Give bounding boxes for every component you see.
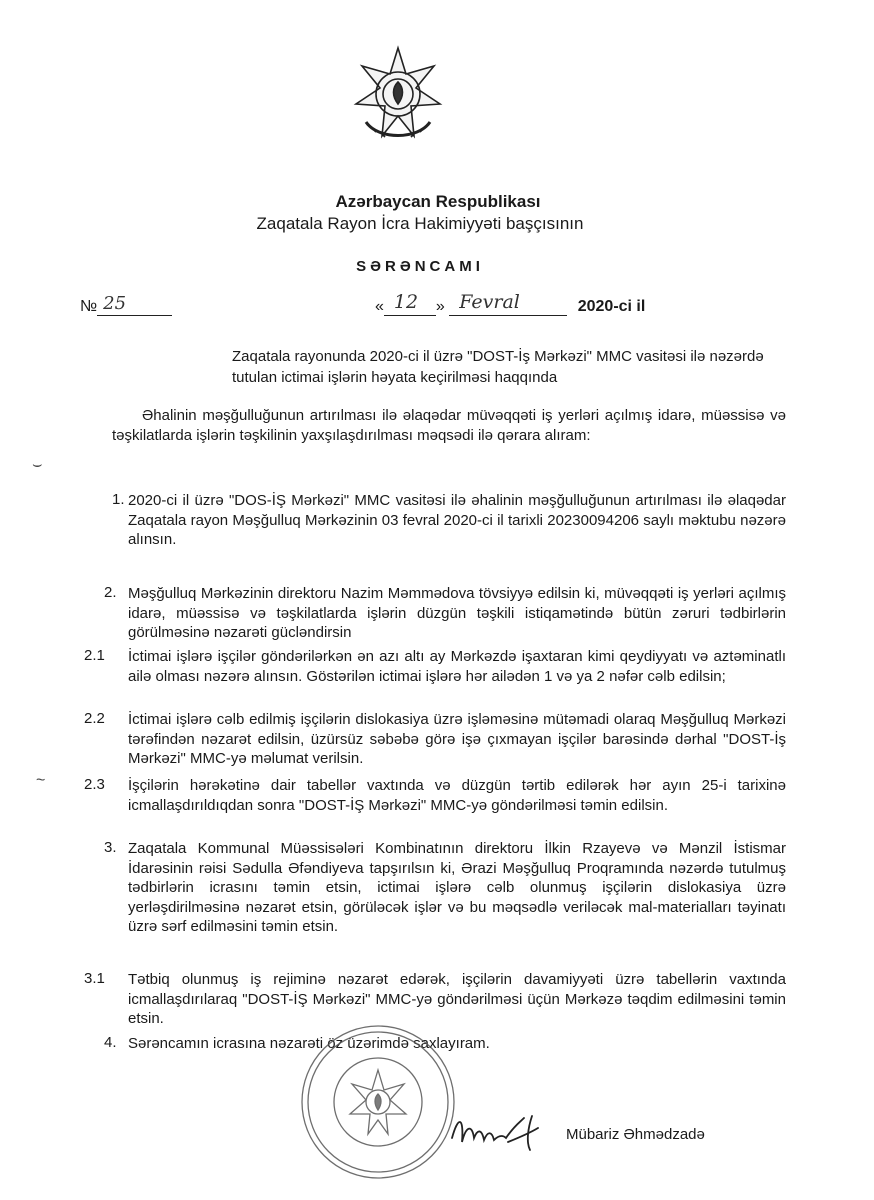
intro-paragraph: Əhalinin məşğulluğunun artırılması ilə əlaqədar müvəqqəti iş yerləri açılmış idarə, müəssisə və təşkilatlarda işlərin təşkilinin yaxşılaşdırılması məqsədi ilə qərara alıram:	[112, 407, 786, 444]
header-authority: Zaqatala Rayon İcra Hakimiyyəti başçısının	[256, 214, 584, 233]
document-title: SƏRƏNCAMI	[356, 258, 484, 275]
order-date	[375, 291, 646, 316]
number-value: 25	[103, 293, 127, 314]
header-republic: Azərbaycan Respublikası	[335, 192, 541, 211]
signatory-name: Mübariz Əhmədzadə	[566, 1126, 705, 1143]
official-stamp-icon	[298, 1022, 458, 1182]
item-marker: 2.2	[84, 710, 105, 727]
item-marker: 1.	[112, 491, 125, 508]
margin-mark: ⌣	[32, 456, 43, 473]
signature-icon	[448, 1108, 556, 1154]
date-month: Fevral	[459, 291, 520, 313]
date-day: 12	[393, 291, 419, 313]
state-emblem-icon	[348, 44, 448, 148]
item-marker: 2.3	[84, 776, 105, 793]
item-marker: 3.	[104, 839, 117, 856]
margin-mark: ~	[36, 772, 46, 789]
list-item: Sərəncamın icrasına nəzarəti öz üzərimdə saxlayıram.	[128, 1035, 490, 1052]
item-marker: 2.	[104, 584, 117, 601]
list-item: İşçilərin hərəkətinə dair tabellər vaxtında və düzgün tərtib edilərək hər ayın 25-i tarixinə icmallaşdırıldıqdan sonra "DOST-İŞ Mərkəzi" MMC-yə göndərilməsi təmin edilsin.	[128, 777, 786, 814]
list-item: İctimai işlərə cəlb edilmiş işçilərin dislokasiya üzrə işləməsinə mütəmadi olaraq Məşğulluq Mərkəzi tərəfindən nəzarət edilsin, üzürsüz səbəbə görə işə çıxmayan işçilər barəsində dərhal "DOST-İş Mərkəzi" MMC-yə məlumat verilsin.	[128, 711, 786, 767]
date-close-quote: »	[435, 298, 445, 315]
list-item: Zaqatala Kommunal Müəssisələri Kombinatının direktoru İlkin Rzayevə və Mənzil İstismar İdarəsinin rəisi Sədulla Əfəndiyeva tapşırılsın ki, Ərazi Məşğulluq Proqramında nəzərdə tutulmuş tədbirlərin icrasını təmin etsin, ictimai işlərə cəlb olunmuş işçilərin dislokasiya üzrə yerləşdirilməsinə nəzarət etsin, görüləcək işlər və bu məqsədlə veriləcək mal-materialları təyinatı üzrə sərf edilməsini təmin etsin.	[128, 840, 786, 935]
item-marker: 3.1	[84, 970, 105, 987]
order-number	[80, 293, 172, 316]
list-item: Tətbiq olunmuş iş rejiminə nəzarət edərək, işçilərin davamiyyəti üzrə tabellərin vaxtında icmallaşdırılaraq "DOST-İŞ Mərkəzi" MMC-yə göndərilməsi üçün Mərkəzə təqdim edilməsini təmin etsin.	[128, 971, 786, 1027]
item-marker: 4.	[104, 1034, 117, 1051]
date-open-quote: «	[375, 298, 384, 315]
item-marker: 2.1	[84, 647, 105, 664]
number-label: №	[80, 298, 98, 315]
list-item: Məşğulluq Mərkəzinin direktoru Nazim Məmmədova tövsiyyə edilsin ki, müvəqqəti iş yerləri açılmış idarə, müəssisə və təşkilatlarda işlərin düzgün təşkili istiqamətində bütün zəruri tədbirlərin görülməsinə nəzarəti gücləndirsin	[128, 585, 786, 641]
list-item: İctimai işlərə işçilər göndərilərkən ən azı altı ay Mərkəzdə işaxtaran kimi qeydiyyatı və aztəminatlı ailə olması nəzərə alınsın. Göstərilən ictimai işlərə hər ailədən 1 və ya 2 nəfər cəlb edilsin;	[128, 648, 786, 685]
list-item: 2020-ci il üzrə "DOS-İŞ Mərkəzi" MMC vasitəsi ilə əhalinin məşğulluğunun artırılması ilə əlaqədar Zaqatala rayon Məşğulluq Mərkəzinin 03 fevral 2020-ci il tarixli 20230094206 saylı məktubu nəzərə alınsın.	[128, 492, 786, 548]
date-year: 2020-ci il	[577, 298, 646, 315]
subject-line: Zaqatala rayonunda 2020-ci il üzrə "DOST-İş Mərkəzi" MMC vasitəsi ilə nəzərdə tutulan ictimai işlərin həyata keçirilməsi haqqında	[232, 348, 764, 386]
